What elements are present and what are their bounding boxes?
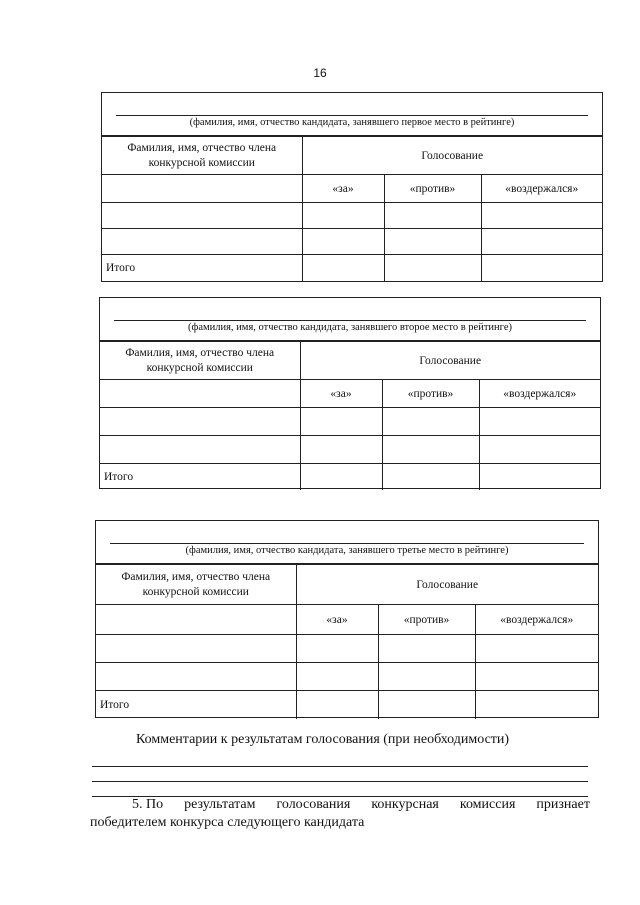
table-cell[interactable]	[382, 408, 479, 436]
table-cell[interactable]	[102, 203, 302, 229]
comment-line-1[interactable]	[92, 766, 588, 767]
candidate-3-voting-table	[95, 520, 599, 718]
candidate-3-name-field	[96, 521, 598, 564]
paragraph-word: конкурсная	[371, 797, 439, 812]
table-cell[interactable]	[296, 635, 378, 663]
col-abstain: «воздержался»	[475, 605, 598, 635]
table-cell[interactable]	[296, 691, 378, 719]
table-cell[interactable]	[296, 663, 378, 691]
comment-line-2[interactable]	[92, 781, 588, 782]
total-label: Итого	[100, 464, 300, 490]
table-row	[96, 663, 598, 691]
paragraph-word: результатам	[184, 797, 256, 812]
paragraph-5-line-1	[90, 796, 590, 814]
table-cell[interactable]	[302, 203, 384, 229]
table-cell[interactable]	[481, 229, 602, 255]
total-row	[100, 464, 600, 490]
table-cell[interactable]	[481, 203, 602, 229]
table-cell[interactable]	[100, 408, 300, 436]
table-cell[interactable]	[384, 229, 481, 255]
table-row	[102, 203, 602, 229]
col-against: «против»	[382, 380, 479, 408]
table-cell[interactable]	[384, 203, 481, 229]
candidate-1-voting-table	[101, 92, 603, 282]
paragraph-word: 5. По	[132, 797, 164, 812]
col-for: «за»	[302, 175, 384, 203]
paragraph-word: комиссия	[459, 797, 516, 812]
table-cell[interactable]	[475, 635, 598, 663]
total-row	[102, 255, 602, 281]
table-cell[interactable]	[475, 663, 598, 691]
table-cell[interactable]	[382, 436, 479, 464]
table-cell[interactable]	[102, 175, 302, 203]
table-cell[interactable]	[302, 229, 384, 255]
candidate-3-caption: (фамилия, имя, отчество кандидата, занявшего третье место в рейтинге)	[185, 545, 509, 556]
voting-header: Голосование	[302, 137, 602, 175]
voting-header: Голосование	[300, 342, 600, 380]
candidate-2-name-line[interactable]	[114, 320, 586, 321]
table-row	[96, 635, 598, 663]
table-cell[interactable]	[300, 436, 382, 464]
voting-grid	[100, 341, 600, 490]
member-name-header: Фамилия, имя, отчество члена конкурсной комиссии	[100, 342, 300, 380]
paragraph-5	[90, 796, 590, 832]
candidate-1-name-field	[102, 93, 602, 136]
candidate-3-name-line[interactable]	[110, 543, 584, 544]
paragraph-5-line-2: победителем конкурса следующего кандидата	[90, 815, 365, 830]
total-label: Итого	[102, 255, 302, 281]
table-cell[interactable]	[384, 255, 481, 281]
table-cell[interactable]	[96, 663, 296, 691]
voting-grid	[96, 564, 598, 719]
table-cell[interactable]	[96, 635, 296, 663]
table-cell[interactable]	[479, 408, 600, 436]
page-number: 16	[313, 66, 327, 80]
candidate-2-caption: (фамилия, имя, отчество кандидата, занявшего второе место в рейтинге)	[188, 322, 512, 333]
candidate-2-name-field	[100, 298, 600, 341]
col-abstain: «воздержался»	[479, 380, 600, 408]
table-cell[interactable]	[481, 255, 602, 281]
table-cell[interactable]	[102, 229, 302, 255]
paragraph-word: признает	[536, 797, 590, 812]
col-against: «против»	[378, 605, 475, 635]
voting-header: Голосование	[296, 565, 598, 605]
candidate-1-caption: (фамилия, имя, отчество кандидата, занявшего первое место в рейтинге)	[189, 117, 515, 128]
table-cell[interactable]	[300, 464, 382, 490]
total-row	[96, 691, 598, 719]
table-row	[100, 408, 600, 436]
table-cell[interactable]	[302, 255, 384, 281]
table-cell[interactable]	[100, 380, 300, 408]
member-name-header: Фамилия, имя, отчество члена конкурсной комиссии	[96, 565, 296, 605]
col-against: «против»	[384, 175, 481, 203]
table-cell[interactable]	[378, 691, 475, 719]
table-cell[interactable]	[100, 436, 300, 464]
table-cell[interactable]	[475, 691, 598, 719]
paragraph-word: голосования	[276, 797, 351, 812]
table-cell[interactable]	[300, 408, 382, 436]
col-for: «за»	[300, 380, 382, 408]
table-row	[102, 229, 602, 255]
table-cell[interactable]	[96, 605, 296, 635]
candidate-2-voting-table	[99, 297, 601, 489]
table-row	[100, 436, 600, 464]
table-cell[interactable]	[382, 464, 479, 490]
candidate-1-name-line[interactable]	[116, 115, 588, 116]
table-cell[interactable]	[479, 464, 600, 490]
comments-title: Комментарии к результатам голосования (при необходимости)	[136, 732, 510, 747]
col-for: «за»	[296, 605, 378, 635]
table-cell[interactable]	[479, 436, 600, 464]
col-abstain: «воздержался»	[481, 175, 602, 203]
member-name-header: Фамилия, имя, отчество члена конкурсной комиссии	[102, 137, 302, 175]
table-cell[interactable]	[378, 663, 475, 691]
total-label: Итого	[96, 691, 296, 719]
voting-grid	[102, 136, 602, 281]
table-cell[interactable]	[378, 635, 475, 663]
